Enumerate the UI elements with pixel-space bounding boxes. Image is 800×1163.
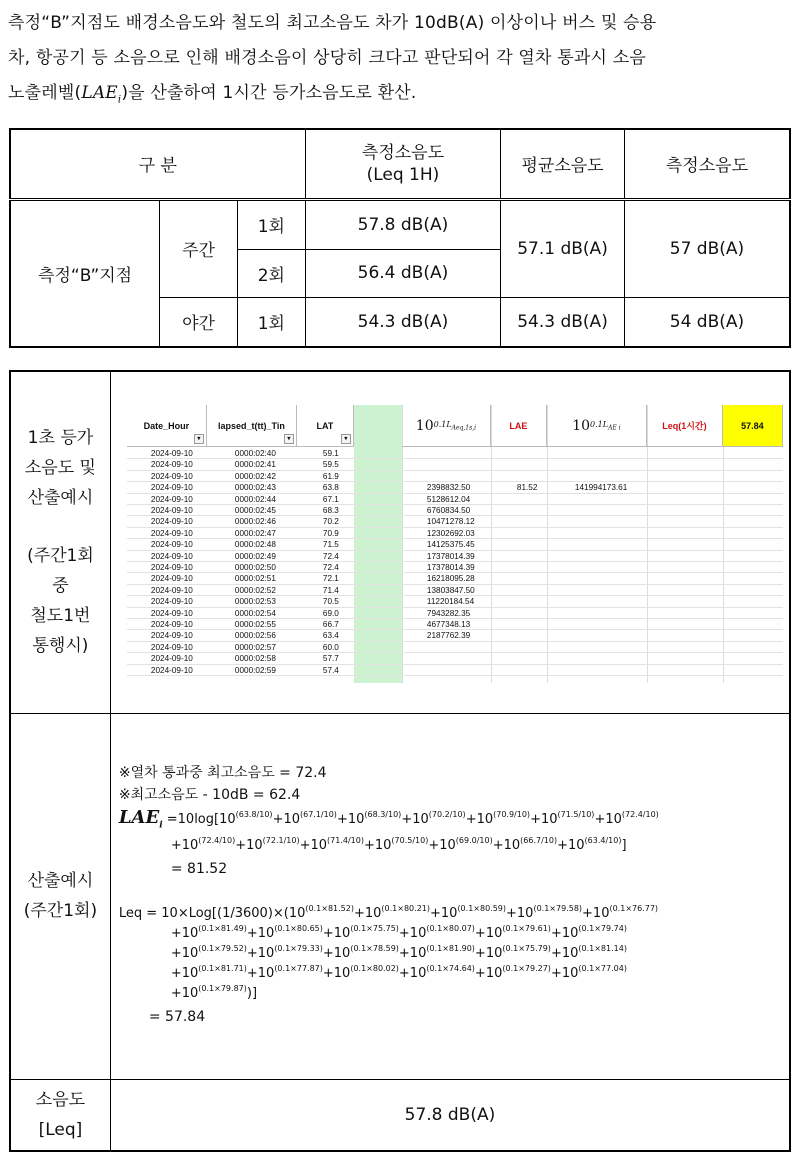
- power-term-base: +10: [506, 905, 534, 921]
- lae-formula-line-1: [119, 808, 789, 836]
- lae-result: = 81.52: [170, 860, 228, 877]
- cell-power: 10471278.12: [426, 517, 475, 527]
- sheet-row: [127, 505, 783, 516]
- caption-line: 소음도 및: [24, 458, 96, 479]
- cell-lat: 59.1: [322, 449, 339, 458]
- power-term-base: +10: [246, 925, 275, 941]
- cell-lat: 72.4: [322, 563, 339, 572]
- cell-date: 2024-09-10: [150, 608, 193, 618]
- power-term-base: +10: [550, 925, 579, 941]
- power-term-exponent: (68.3/10): [364, 810, 402, 820]
- power-term-exponent: (0.1×75.79): [502, 943, 551, 953]
- cell-time: 0000:02:43: [234, 483, 276, 493]
- sheet-row: [127, 653, 783, 664]
- power-exp: 0.1L: [433, 419, 452, 429]
- col-header-date-text: Date_Hour: [143, 420, 190, 431]
- sheet-row: [127, 494, 783, 505]
- lae-formula-line-2: $+10^{(72.4/10)}+10^{(72.1/10)}+10^{(71.4/10)}+10^{(70.5/10)}+10^{(69.0/10)}+10^{(66.7/10)}+10^{(63.4/10)}$]: [170, 835, 627, 853]
- formula-gap: [119, 882, 789, 904]
- header-measured-final: 측정소음도: [624, 129, 790, 199]
- sheet-row: [127, 516, 783, 527]
- cell-time: 0000:02:48: [234, 540, 276, 550]
- power-term-exponent: (70.9/10): [493, 810, 531, 820]
- header-measured-leq: [305, 129, 500, 199]
- formula-caption: [10, 713, 110, 1079]
- power-term-base: +10: [235, 837, 263, 853]
- caption-line: 중: [52, 576, 69, 597]
- cell-power: 14125375.45: [426, 540, 475, 550]
- cell-time: 0000:02:44: [234, 494, 276, 504]
- cell-lat: 72.4: [322, 551, 339, 561]
- power-term-exponent: (70.5/10): [391, 835, 429, 845]
- sheet-row: [127, 448, 783, 459]
- sheet-row: [127, 528, 783, 539]
- power-term-base: +10: [401, 812, 429, 828]
- location-cell: 측정“B”지점: [10, 199, 160, 347]
- night-average: 54.3 dB(A): [501, 297, 625, 347]
- caption-line: (주간1회): [23, 901, 98, 921]
- power-term-exponent: (72.4/10): [198, 835, 236, 845]
- power-term-exponent: (0.1×79.87): [198, 983, 247, 993]
- sheet-row: [127, 642, 783, 653]
- intro-line-3-suffix: )을 산출하여 1시간 등가소음도로 환산.: [121, 83, 417, 103]
- cell-date: 2024-09-10: [150, 449, 193, 458]
- power-term-base: +10: [474, 925, 503, 941]
- summary-table: [9, 128, 791, 348]
- power-term-exponent: (72.1/10): [262, 835, 300, 845]
- filter-button[interactable]: ▾: [194, 434, 204, 444]
- cell-time: 0000:02:56: [234, 631, 276, 641]
- power-term-base: +10: [170, 965, 199, 981]
- power-term-exponent: (72.4/10): [621, 810, 659, 820]
- caption-line: 철도1번: [30, 606, 91, 627]
- header-measured-line2: (Leq 1H): [366, 164, 440, 185]
- col-header-power2: [547, 405, 647, 447]
- power-term-base: +10: [363, 837, 392, 853]
- leq-formula-line-1: [119, 904, 789, 924]
- power-term-base: +10: [474, 945, 503, 961]
- caption-line: 소음도: [35, 1089, 86, 1110]
- header-category: 구 분: [10, 129, 305, 199]
- night-label: 야간: [160, 297, 238, 347]
- power-term-exponent: (0.1×74.64): [426, 963, 475, 973]
- cell-power: 2398832.50: [426, 483, 471, 493]
- leq-result: = 57.84: [148, 1008, 206, 1025]
- sheet-cell: [110, 371, 790, 713]
- sheet-row: [127, 573, 783, 584]
- header-average: 평균소음도: [501, 129, 625, 199]
- cell-power: 17378014.39: [426, 563, 475, 572]
- power-term-exponent: (0.1×80.21): [381, 903, 430, 913]
- power-term-exponent: (71.5/10): [557, 810, 595, 820]
- cell-lat: 72.1: [322, 574, 339, 584]
- sheet-row: [127, 562, 783, 573]
- power-term-base: +10: [398, 925, 427, 941]
- cell-time: 0000:02:41: [234, 460, 276, 470]
- power-term-base: +10: [322, 925, 351, 941]
- cell-lat: 70.5: [322, 597, 339, 607]
- leq-prefix: Leq = 10×Log[(1/3600)×(10: [118, 905, 306, 921]
- power-term-exponent: (0.1×78.59): [350, 943, 399, 953]
- power-term-base: +10: [353, 905, 382, 921]
- power-term-base: +10: [336, 812, 365, 828]
- cell-power: 17378014.39: [426, 551, 475, 561]
- leq-cell: 54.3 dB(A): [305, 297, 500, 347]
- cell-power2: 141994173.61: [574, 483, 628, 493]
- leq-cell: 57.8 dB(A): [305, 199, 500, 249]
- caption-line: 산출예시: [27, 488, 94, 509]
- cell-lat: 61.9: [322, 471, 339, 481]
- cell-power: 6760834.50: [426, 506, 471, 515]
- power-term-exponent: (0.1×80.65): [274, 923, 323, 933]
- sheet-row: [127, 608, 783, 619]
- power-term-exponent: (63.8/10): [235, 810, 273, 820]
- cell-date: 2024-09-10: [150, 506, 193, 515]
- cell-lat: 63.4: [322, 631, 339, 641]
- sheet-row: [127, 665, 783, 676]
- sheet-row: [127, 551, 783, 562]
- power-term-base: +10: [492, 837, 521, 853]
- leq-formula-line-3: [119, 944, 789, 964]
- caption-gap: [11, 513, 110, 541]
- power-term-base: +10: [322, 945, 351, 961]
- spreadsheet-image: [117, 372, 783, 675]
- cell-time: 0000:02:45: [234, 506, 276, 515]
- power-term-exponent: (0.1×80.07): [426, 923, 475, 933]
- formula-max-line: ※열차 통과중 최고소음도 = 72.4: [118, 765, 327, 782]
- power-term-exponent: (0.1×79.61): [502, 923, 551, 933]
- sheet-row: [127, 596, 783, 607]
- leq-formula-line-2: [119, 924, 789, 944]
- power2-sub: AE i: [608, 424, 621, 432]
- day-label: 주간: [160, 199, 238, 297]
- cell-power: 4677348.13: [426, 620, 471, 629]
- cell-date: 2024-09-10: [150, 654, 193, 664]
- cell-date: 2024-09-10: [150, 540, 193, 550]
- cell-time: 0000:02:52: [234, 585, 276, 595]
- cell-power: 16218095.28: [426, 574, 475, 584]
- round-cell: 1회: [237, 297, 305, 347]
- power-term-exponent: (70.2/10): [428, 810, 466, 820]
- power-term-exponent: (0.1×81.52): [305, 903, 354, 913]
- caption-line: 통행시): [32, 636, 89, 657]
- caption-line: (주간1회: [27, 546, 94, 567]
- cell-power: 5128612.04: [426, 494, 471, 504]
- power-base: 10: [415, 417, 434, 434]
- cell-power: 12302692.03: [426, 528, 475, 538]
- sheet-row: [127, 619, 783, 630]
- power-term-base: +10: [428, 837, 456, 853]
- power-term-exponent: (0.1×79.33): [274, 943, 323, 953]
- cell-time: 0000:02:47: [234, 528, 276, 538]
- cell-time: 0000:02:53: [234, 597, 276, 607]
- final-caption: [10, 1079, 110, 1151]
- sheet-row: [127, 482, 783, 493]
- cell-lat: 70.9: [322, 528, 339, 538]
- col-header-leq: Leq(1시간): [647, 405, 723, 447]
- sheet-row: [127, 585, 783, 596]
- round-cell: 1회: [237, 199, 305, 249]
- round-cell: 2회: [237, 249, 305, 297]
- col-header-lae: LAE: [491, 405, 547, 447]
- intro-line-3: [8, 76, 794, 117]
- cell-time: 0000:02:59: [234, 665, 276, 675]
- cell-lat: 66.7: [322, 620, 339, 629]
- sheet-row: [127, 459, 783, 470]
- intro-paragraph: [8, 6, 794, 117]
- power-term-base: +10: [594, 812, 622, 828]
- power-term-exponent: (0.1×79.58): [533, 903, 583, 913]
- cell-power: 7943282.35: [426, 608, 471, 618]
- col-header-elapsed-text: lapsed_t(tt)_Tin: [218, 420, 285, 431]
- night-final: 54 dB(A): [624, 297, 790, 347]
- cell-date: 2024-09-10: [150, 563, 193, 572]
- cell-power: 11220184.54: [426, 597, 475, 607]
- sheet-row: [127, 539, 783, 550]
- power-term-base: +10: [170, 985, 199, 1001]
- day-final: 57 dB(A): [624, 199, 790, 297]
- power-term-exponent: (0.1×77.04): [578, 963, 627, 973]
- power-term-exponent: (63.4/10): [584, 835, 622, 845]
- power-term-base: +10: [170, 837, 199, 853]
- power-term-base: +10: [246, 965, 275, 981]
- cell-date: 2024-09-10: [150, 460, 193, 470]
- cell-lat: 60.0: [322, 642, 339, 652]
- sheet-caption: [10, 371, 110, 713]
- power-term-base: +10: [170, 945, 199, 961]
- cell-date: 2024-09-10: [150, 597, 193, 607]
- intro-line-3-prefix: 노출레벨(: [8, 83, 82, 103]
- power-sub: Aeq,1s,i: [451, 424, 477, 432]
- cell-lae: 81.52: [516, 483, 538, 493]
- col-header-elapsed: [207, 405, 297, 447]
- lae-symbol-text: LAE: [81, 83, 118, 103]
- cell-date: 2024-09-10: [150, 494, 193, 504]
- formula-cell: [110, 713, 790, 1079]
- power-term-base: +10: [530, 812, 558, 828]
- cell-lat: 63.8: [322, 483, 339, 493]
- power-term-exponent: (0.1×79.74): [578, 923, 627, 933]
- leq-close: )]: [246, 985, 258, 1001]
- header-measured-line1: 측정소음도: [361, 142, 445, 163]
- lae-formula-symbol: $LAE_i$: [118, 807, 163, 831]
- cell-time: 0000:02:50: [234, 563, 276, 572]
- caption-line: 1초 등가: [27, 428, 94, 449]
- power-term-exponent: (0.1×80.02): [350, 963, 399, 973]
- cell-date: 2024-09-10: [150, 585, 193, 595]
- power-term-base: +10: [299, 837, 328, 853]
- power-term-base: +10: [398, 965, 427, 981]
- power-term-exponent: (0.1×79.27): [502, 963, 551, 973]
- power-term-exponent: (0.1×80.59): [457, 903, 507, 913]
- leq-value-cell: 57.84: [723, 405, 783, 447]
- power-term-base: +10: [398, 945, 427, 961]
- cell-lat: 59.5: [322, 460, 339, 470]
- col-header-power: [402, 405, 491, 447]
- power-term-base: +10: [170, 925, 199, 941]
- cell-time: 0000:02:54: [234, 608, 276, 618]
- sheet-row: [127, 471, 783, 482]
- cell-date: 2024-09-10: [150, 483, 193, 493]
- cell-time: 0000:02:57: [234, 642, 276, 652]
- power-term-exponent: (0.1×81.14): [578, 943, 627, 953]
- filter-button[interactable]: ▾: [284, 434, 294, 444]
- cell-lat: 71.4: [322, 585, 339, 595]
- cell-lat: 57.4: [322, 665, 339, 675]
- cell-date: 2024-09-10: [150, 574, 193, 584]
- power2-exp: 0.1L: [590, 419, 609, 429]
- power-term-exponent: (0.1×76.77): [609, 903, 659, 913]
- power-term-exponent: (67.1/10): [300, 810, 337, 820]
- power-term-exponent: (0.1×75.75): [350, 923, 399, 933]
- power-term-base: +10: [582, 905, 610, 921]
- cell-power: 13803847.50: [426, 585, 475, 595]
- power-term-exponent: (0.1×81.49): [198, 923, 247, 933]
- cell-lat: 71.5: [322, 540, 339, 550]
- power-term-base: +10: [430, 905, 458, 921]
- power-term-exponent: (71.4/10): [327, 835, 364, 845]
- caption-line: 산출예시: [27, 871, 94, 891]
- sheet-row: [127, 630, 783, 641]
- leq-formula-line-4: [119, 964, 789, 984]
- col-header-date: [127, 405, 207, 447]
- cell-date: 2024-09-10: [150, 665, 193, 675]
- formula-threshold-line: ※최고소음도 - 10dB = 62.4: [118, 787, 301, 804]
- cell-date: 2024-09-10: [150, 471, 193, 481]
- lae-symbol-sub: i: [117, 94, 122, 106]
- power-term-base: +10: [465, 812, 494, 828]
- lae-prefix: =10log[10: [162, 812, 236, 828]
- cell-lat: 67.1: [322, 494, 339, 504]
- power-term-exponent: (0.1×77.87): [274, 963, 323, 973]
- cell-date: 2024-09-10: [150, 620, 193, 629]
- final-value: 57.8 dB(A): [110, 1079, 790, 1151]
- cell-date: 2024-09-10: [150, 642, 193, 652]
- cell-lat: 69.0: [322, 608, 339, 618]
- power-term-exponent: (0.1×81.90): [426, 943, 475, 953]
- filter-button[interactable]: ▾: [341, 434, 351, 444]
- cell-time: 0000:02:46: [234, 517, 276, 527]
- day-average: 57.1 dB(A): [501, 199, 625, 297]
- cell-time: 0000:02:40: [234, 449, 276, 458]
- cell-date: 2024-09-10: [150, 517, 193, 527]
- intro-line-1: 측정“B”지점도 배경소음도와 철도의 최고소음도 차가 10dB(A) 이상이나 버스 및 승용: [8, 13, 657, 33]
- power-term-base: +10: [322, 965, 351, 981]
- power-term-base: +10: [474, 965, 503, 981]
- col-header-lat-text: LAT: [316, 420, 334, 431]
- cell-time: 0000:02:51: [234, 574, 276, 584]
- cell-date: 2024-09-10: [150, 551, 193, 561]
- cell-power: 2187762.39: [426, 631, 471, 641]
- power-term-base: +10: [550, 945, 579, 961]
- power-term-base: +10: [272, 812, 300, 828]
- col-header-lat: [297, 405, 354, 447]
- detail-table: [9, 370, 791, 1152]
- leq-formula-line-5: [119, 984, 789, 1004]
- cell-time: 0000:02:42: [234, 471, 276, 481]
- cell-lat: 57.7: [322, 654, 339, 664]
- power-term-base: +10: [557, 837, 585, 853]
- cell-lat: 70.2: [322, 517, 339, 527]
- cell-lat: 68.3: [322, 506, 339, 515]
- cell-date: 2024-09-10: [150, 528, 193, 538]
- power-term-exponent: (0.1×81.71): [198, 963, 247, 973]
- power2-base: 10: [572, 417, 591, 434]
- power-term-exponent: (66.7/10): [520, 835, 558, 845]
- power-term-base: +10: [550, 965, 579, 981]
- leq-cell: 56.4 dB(A): [305, 249, 500, 297]
- cell-time: 0000:02:49: [234, 551, 276, 561]
- lae-symbol: [81, 83, 122, 106]
- power-term-exponent: (69.0/10): [455, 835, 493, 845]
- caption-line: [Leq]: [38, 1119, 83, 1140]
- power-term-exponent: (0.1×79.52): [198, 943, 247, 953]
- intro-line-2: 차, 항공기 등 소음으로 인해 배경소음이 상당히 크다고 판단되어 각 열차 통과시 소음: [8, 48, 646, 68]
- cell-date: 2024-09-10: [150, 631, 193, 641]
- cell-time: 0000:02:58: [234, 654, 276, 664]
- cell-time: 0000:02:55: [234, 620, 276, 629]
- power-term-base: +10: [246, 945, 275, 961]
